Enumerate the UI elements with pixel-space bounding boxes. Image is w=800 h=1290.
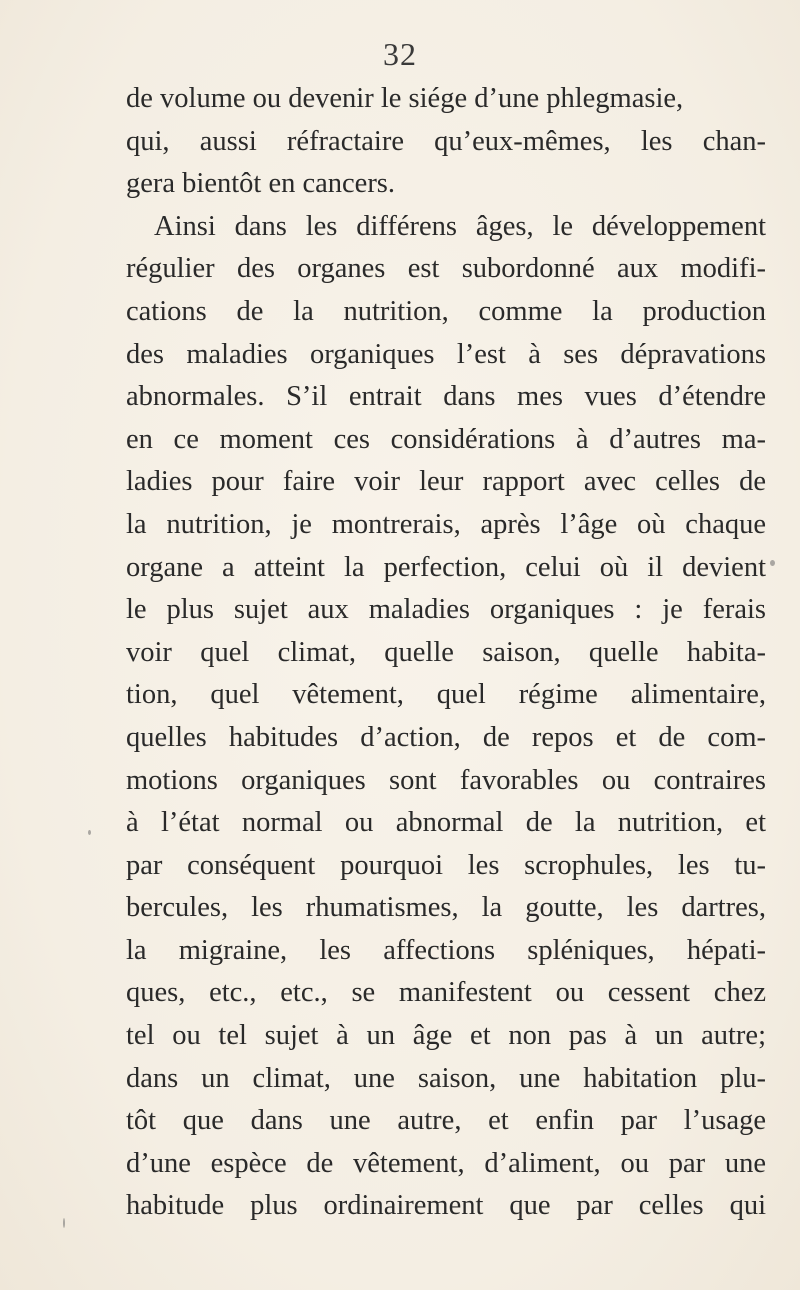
text-line-24: dans un climat, une saison, une habitation plu- — [126, 1062, 766, 1094]
page-number: 32 — [383, 36, 417, 72]
text-line-6: cations de la nutrition, comme la production — [126, 295, 766, 327]
paper-speck — [88, 830, 91, 835]
text-line-25: tôt que dans une autre, et enfin par l’usage — [126, 1105, 766, 1137]
text-line-8: abnormales. S’il entrait dans mes vues d’étendre — [126, 381, 766, 413]
text-line-21: la migraine, les affections spléniques, hépati- — [126, 934, 766, 966]
text-line-11: la nutrition, je montrerais, après l’âge où chaque — [126, 508, 766, 540]
text-line-27: habitude plus ordinairement que par celles qui — [126, 1190, 766, 1222]
text-line-4: Ainsi dans les différens âges, le développement — [154, 210, 766, 242]
text-line-3: gera bientôt en cancers. — [126, 168, 396, 200]
paper-speck — [63, 1218, 65, 1228]
text-line-20: bercules, les rhumatismes, la goutte, les dartres, — [126, 892, 766, 924]
text-line-18: à l’état normal ou abnormal de la nutrition, et — [126, 807, 766, 839]
text-line-10: ladies pour faire voir leur rapport avec celles de — [126, 466, 766, 498]
text-line-16: quelles habitudes d’action, de repos et de com- — [126, 721, 766, 753]
text-line-2: qui, aussi réfractaire qu’eux-mêmes, les chan- — [126, 125, 766, 157]
text-line-19: par conséquent pourquoi les scrophules, les tu- — [126, 849, 766, 881]
text-line-5: régulier des organes est subordonné aux modifi- — [126, 253, 766, 285]
paper-speck — [770, 560, 775, 566]
text-line-26: d’une espèce de vêtement, d’aliment, ou par une — [126, 1147, 766, 1179]
text-line-9: en ce moment ces considérations à d’autres ma- — [126, 423, 766, 455]
text-line-23: tel ou tel sujet à un âge et non pas à un autre; — [126, 1020, 766, 1052]
text-line-15: tion, quel vêtement, quel régime alimentaire, — [126, 679, 766, 711]
text-line-22: ques, etc., etc., se manifestent ou cessent chez — [126, 977, 766, 1009]
text-line-1: de volume ou devenir le siége d’une phlegmasie, — [126, 83, 684, 114]
text-line-12: organe a atteint la perfection, celui où il devient — [126, 551, 766, 583]
text-line-13: le plus sujet aux maladies organiques : je ferais — [126, 594, 766, 626]
text-line-17: motions organiques sont favorables ou contraires — [126, 764, 766, 796]
body-text — [126, 78, 766, 1228]
text-line-7: des maladies organiques l’est à ses dépravations — [126, 338, 766, 370]
text-line-14: voir quel climat, quelle saison, quelle habita- — [126, 636, 766, 668]
